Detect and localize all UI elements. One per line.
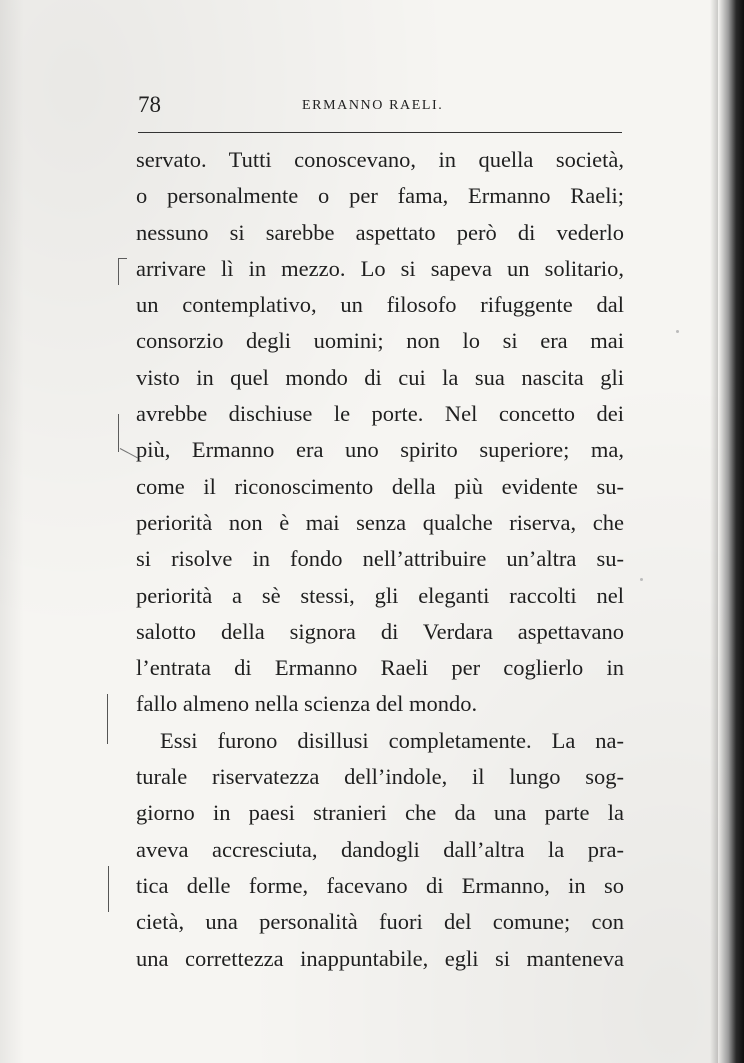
text-line: tica delle forme, facevano di Ermanno, in so [136,872,624,898]
text-line: l’entrata di Ermanno Raeli per coglierlo in [136,655,624,681]
page-gutter-shadow [710,0,718,1063]
text-line: aveva accresciuta, dandogli dall’altra la pra- [136,836,624,862]
text-line: un contemplativo, un filosofo rifuggente dal [136,292,624,318]
text-line: una correttezza inappuntabile, egli si manteneva [136,945,624,971]
text-line: si risolve in fondo nell’attribuire un’altra su- [136,546,624,572]
margin-pencil-mark [118,258,127,285]
margin-pencil-mark [108,866,111,912]
text-line: periorità non è mai senza qualche riserva, che [136,509,624,535]
page-number: 78 [138,92,161,117]
text-line: cietà, una personalità fuori del comune; con [136,909,624,935]
page-edge [718,0,744,1063]
text-line: Essi furono disillusi completamente. La na- [160,727,624,753]
text-line: o personalmente o per fama, Ermanno Raeli; [136,183,624,209]
margin-pencil-mark [118,414,127,452]
paper-speck [640,578,643,581]
page-header [138,92,624,120]
text-line: visto in quel mondo di cui la sua nascita gli [136,364,624,390]
text-line: turale riservatezza dell’indole, il lungo sog- [136,764,624,790]
text-line: giorno in paesi stranieri che da una parte la [136,800,624,826]
body-text [136,142,624,977]
paper-speck [676,330,679,333]
text-line: nessuno si sarebbe aspettato però di vederlo [136,219,624,245]
running-head: ERMANNO RAELI. [302,98,444,113]
text-line: più, Ermanno era uno spirito superiore; ma, [136,437,624,463]
text-line: consorzio degli uomini; non lo si era mai [136,328,624,354]
text-line: arrivare lì in mezzo. Lo si sapeva un solitario, [136,255,624,281]
margin-pencil-mark [107,694,110,744]
text-line: periorità a sè stessi, gli eleganti raccolti nel [136,582,624,608]
header-rule [138,132,622,133]
text-line: servato. Tutti conoscevano, in quella società, [136,147,624,172]
text-line: come il riconoscimento della più evidente su- [136,473,624,499]
text-line: salotto della signora di Verdara aspettavano [136,618,624,644]
text-line: avrebbe dischiuse le porte. Nel concetto dei [136,401,624,427]
text-line: fallo almeno nella scienza del mondo. [136,691,478,717]
